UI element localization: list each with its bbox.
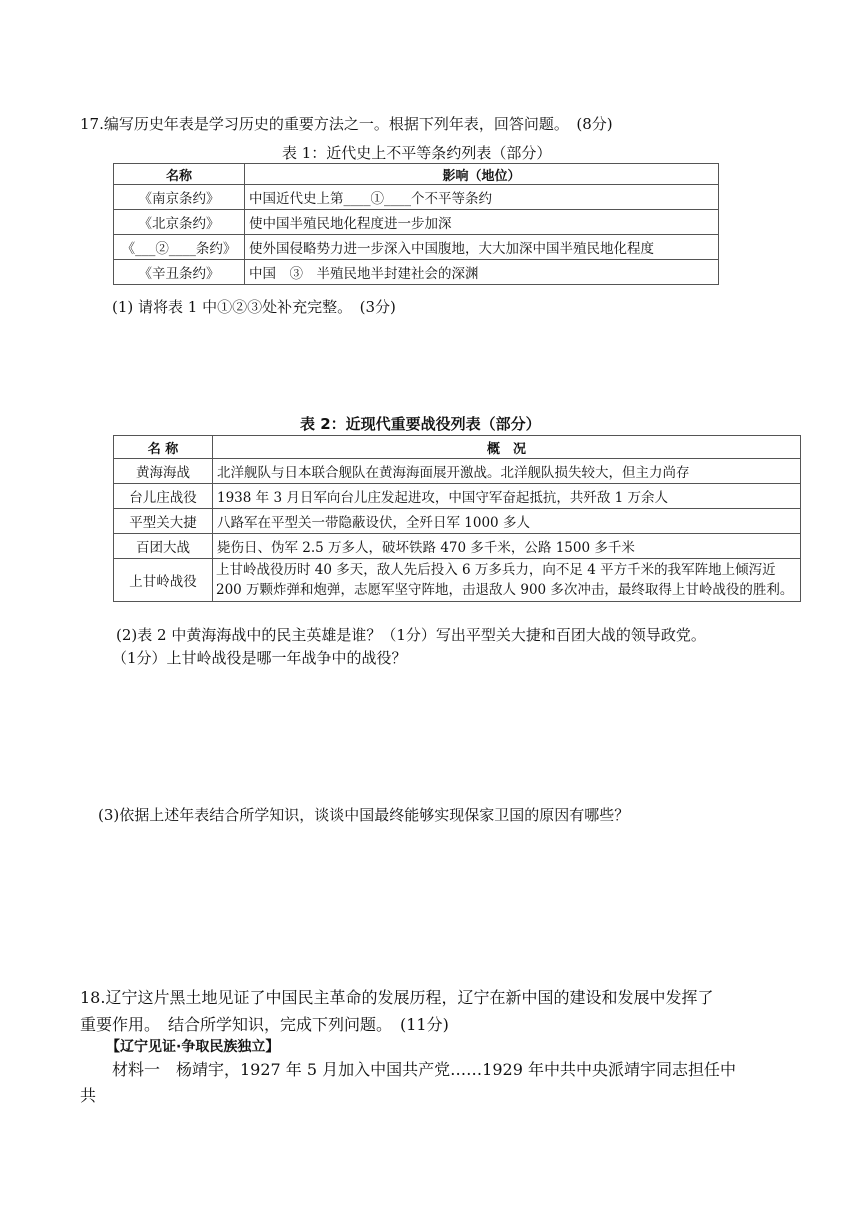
table-cell: 上甘岭战役 bbox=[114, 559, 213, 602]
material-line1: 材料一 杨靖宇，1927 年 5 月加入中国共产党……1929 年中共中央派靖宇同志担任中 bbox=[112, 1060, 736, 1079]
table-row bbox=[114, 260, 719, 285]
table-row bbox=[114, 210, 719, 235]
table-cell: 1938 年 3 月日军向台儿庄发起进攻，中国守军奋起抵抗，共歼敌 1 万余人 bbox=[213, 484, 801, 509]
table-header-row bbox=[114, 164, 719, 185]
table-cell: 上甘岭战役历时 40 多天，敌人先后投入 6 万多兵力，向不足 4 平方千米的我军阵地上倾泻近 200 万颗炸弹和炮弹，志愿军坚守阵地，击退敌人 900 多次冲击，最终取得上甘岭战役的胜利。 bbox=[213, 559, 801, 602]
table-row bbox=[114, 185, 719, 210]
treaty-table bbox=[113, 163, 719, 285]
table-cell: 中国 ③ 半殖民地半封建社会的深渊 bbox=[245, 260, 719, 285]
table-cell: 毙伤日、伪军 2.5 万多人，破坏铁路 470 多千米，公路 1500 多千米 bbox=[213, 534, 801, 559]
battle-table bbox=[113, 435, 801, 602]
question-18-line1: 18.辽宁这片黑土地见证了中国民主革命的发展历程，辽宁在新中国的建设和发展中发挥了 bbox=[80, 988, 714, 1007]
table-cell: 《___②____条约》 bbox=[114, 235, 245, 260]
material-line2: 共 bbox=[80, 1086, 97, 1105]
sub-question-3: (3)依据上述年表结合所学知识，谈谈中国最终能够实现保家卫国的原因有哪些？ bbox=[98, 806, 630, 824]
table-cell: 八路军在平型关一带隐蔽设伏，全歼日军 1000 多人 bbox=[213, 509, 801, 534]
table-row bbox=[114, 459, 801, 484]
table-header-cell: 名 称 bbox=[114, 436, 213, 459]
table-cell: 台儿庄战役 bbox=[114, 484, 213, 509]
table-cell: 《辛丑条约》 bbox=[114, 260, 245, 285]
table-row bbox=[114, 235, 719, 260]
table-row bbox=[114, 509, 801, 534]
table-cell: 《北京条约》 bbox=[114, 210, 245, 235]
question-18-line2: 重要作用。 结合所学知识，完成下列问题。 (11分) bbox=[80, 1015, 449, 1034]
table1-caption: 表 1：近代史上不平等条约列表（部分） bbox=[282, 144, 552, 162]
table-cell: 北洋舰队与日本联合舰队在黄海海面展开激战。北洋舰队损失较大，但主力尚存 bbox=[213, 459, 801, 484]
table-cell: 百团大战 bbox=[114, 534, 213, 559]
sub-question-1: (1) 请将表 1 中①②③处补充完整。 (3分) bbox=[112, 298, 396, 316]
table-row bbox=[114, 534, 801, 559]
sub-question-2-line2: （1分）上甘岭战役是哪一年战争中的战役？ bbox=[112, 649, 407, 667]
table-cell: 《南京条约》 bbox=[114, 185, 245, 210]
table-cell: 平型关大捷 bbox=[114, 509, 213, 534]
table-cell: 黄海海战 bbox=[114, 459, 213, 484]
question-17-intro: 17.编写历史年表是学习历史的重要方法之一。根据下列年表，回答问题。 (8分) bbox=[80, 115, 613, 133]
table-row bbox=[114, 559, 801, 602]
section-heading: 【辽宁见证·争取民族独立】 bbox=[106, 1039, 280, 1055]
table-cell: 使中国半殖民地化程度进一步加深 bbox=[245, 210, 719, 235]
table-cell: 中国近代史上第____①____个不平等条约 bbox=[245, 185, 719, 210]
table2-caption: 表 2：近现代重要战役列表（部分） bbox=[300, 415, 541, 433]
table-header-cell: 概 况 bbox=[213, 436, 801, 459]
table-header-cell: 影响（地位） bbox=[245, 164, 719, 185]
table-header-cell: 名称 bbox=[114, 164, 245, 185]
table-row bbox=[114, 484, 801, 509]
sub-question-2-line1: (2)表 2 中黄海海战中的民主英雄是谁？（1分）写出平型关大捷和百团大战的领导政党。 bbox=[116, 626, 706, 644]
table-cell: 使外国侵略势力进一步深入中国腹地，大大加深中国半殖民地化程度 bbox=[245, 235, 719, 260]
table-header-row bbox=[114, 436, 801, 459]
